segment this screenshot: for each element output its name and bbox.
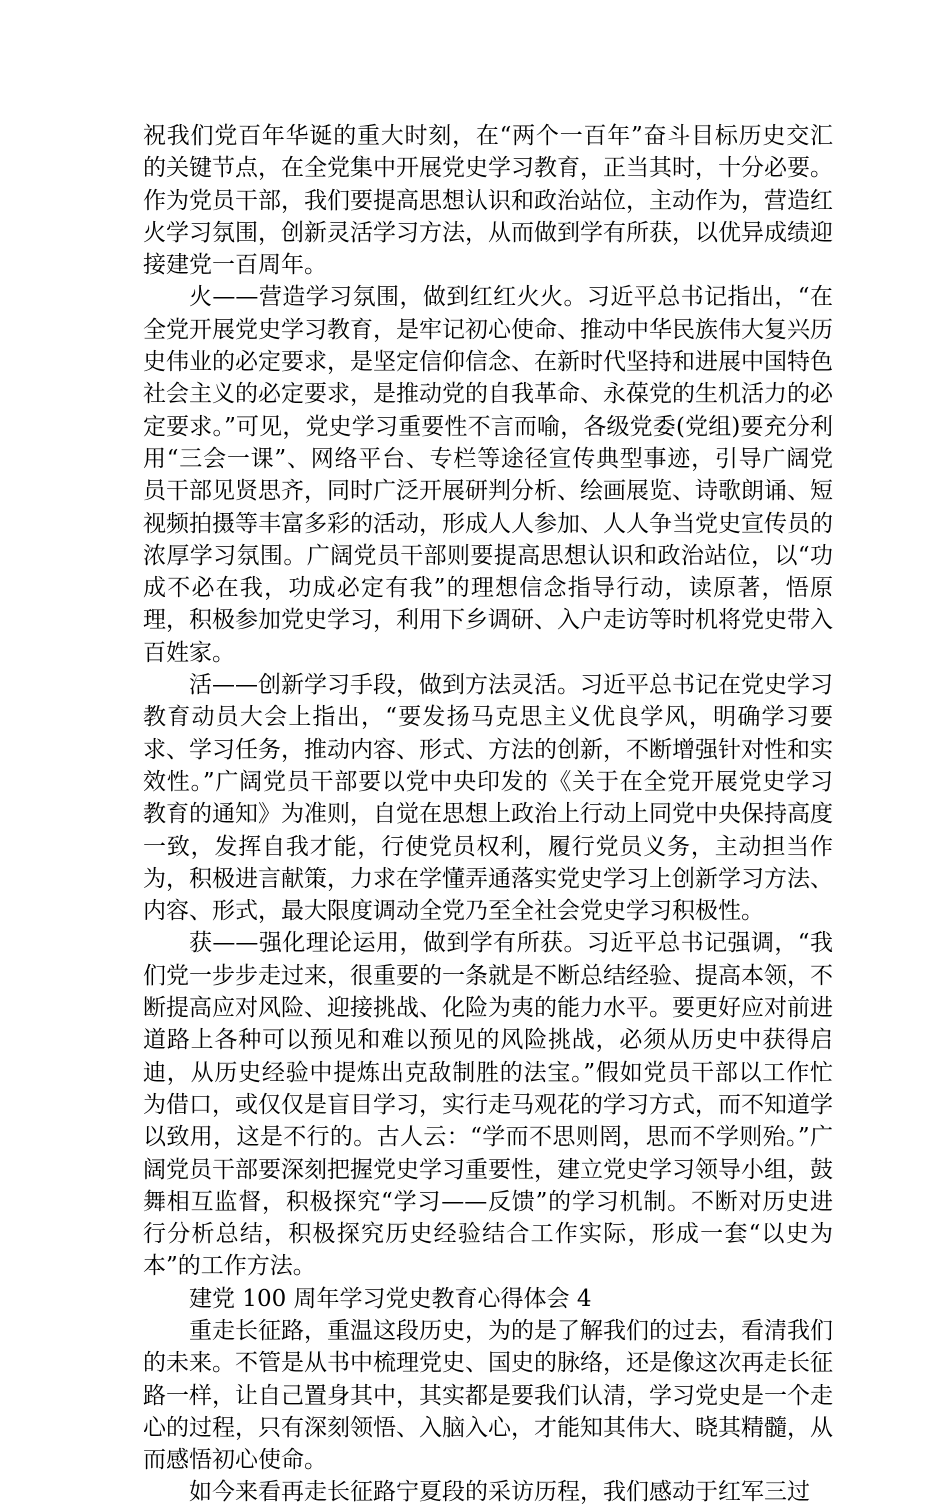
section-title: 建党 100 周年学习党史教育心得体会 4 [189, 1285, 592, 1312]
paragraph-huo-gain: 获——强化理论运用，做到学有所获。习近平总书记强调，“我们党一步步走过来，很重要的一条就是不断总结经验、提高本领，不断提高应对风险、迎接挑战、化险为夷的能力水平。要更好应对前进道路上各种可以预见和难以预见的风险挑战，必须从历史中获得启迪，从历史经验中提炼出克敌制胜的法宝。”假如党员干部以工作忙为借口，或仅仅是盲目学习，实行走马观花的学习方式，而不知道学以致用，这是不行的。古人云：“学而不思则罔，思而不学则殆。”广阔党员干部要深刻把握党史学习重要性，建立党史学习领导小组，鼓舞相互监督，积极探究“学习——反馈”的学习机制。不断对历史进行分析总结，积极探究历史经验结合工作实际，形成一套“以史为本”的工作方法。 [143, 930, 833, 1280]
paragraph-long-march: 重走长征路，重温这段历史，为的是了解我们的过去，看清我们的未来。不管是从书中梳理党史、国史的脉络，还是像这次再走长征路一样，让自己置身其中，其实都是要我们认清，学习党史是一个走心的过程，只有深刻领悟、入脑入心，才能知其伟大、晓其精髓，从而感悟初心使命。 [143, 1317, 833, 1474]
paragraph-huo-flexible: 活——创新学习手段，做到方法灵活。习近平总书记在党史学习教育动员大会上指出，“要发扬马克思主义优良学风，明确学习要求、学习任务，推动内容、形式、方法的创新，不断增强针对性和实效性。”广阔党员干部要以党中央印发的《关于在全党开展党史学习教育的通知》为准则，自觉在思想上政治上行动上同党中央保持高度一致，发挥自我才能，行使党员权利，履行党员义务，主动担当作为，积极进言献策，力求在学懂弄通落实党史学习上创新学习方法、内容、形式，最大限度调动全党乃至全社会党史学习积极性。 [143, 672, 833, 925]
paragraph-huo: 火——营造学习氛围，做到红红火火。习近平总书记指出，“在全党开展党史学习教育，是牢记初心使命、推动中华民族伟大复兴历史伟业的必定要求，是坚定信仰信念、在新时代坚持和进展中国特色社会主义的必定要求，是推动党的自我革命、永葆党的生机活力的必定要求。”可见，党史学习重要性不言而喻，各级党委(党组)要充分利用“三会一课”、网络平台、专栏等途径宣传典型事迹，引导广阔党员干部见贤思齐，同时广泛开展研判分析、绘画展览、诗歌朗诵、短视频拍摄等丰富多彩的活动，形成人人参加、人人争当党史宣传员的浓厚学习氛围。广阔党员干部则要提高思想认识和政治站位，以“功成不必在我，功成必定有我”的理想信念指导行动，读原著，悟原理，积极参加党史学习，利用下乡调研、入户走访等时机将党史带入百姓家。 [143, 284, 833, 666]
document-body [143, 120, 833, 1509]
paragraph-ningxia: 如今来看再走长征路宁夏段的采访历程，我们感动于红军三过 [189, 1479, 810, 1506]
paragraph-opening: 祝我们党百年华诞的重大时刻，在“两个一百年”奋斗目标历史交汇的关键节点，在全党集中开展党史学习教育，正当其时，十分必要。作为党员干部，我们要提高思想认识和政治站位，主动作为，营造红火学习氛围，创新灵活学习方法，从而做到学有所获，以优异成绩迎接建党一百周年。 [143, 123, 833, 279]
